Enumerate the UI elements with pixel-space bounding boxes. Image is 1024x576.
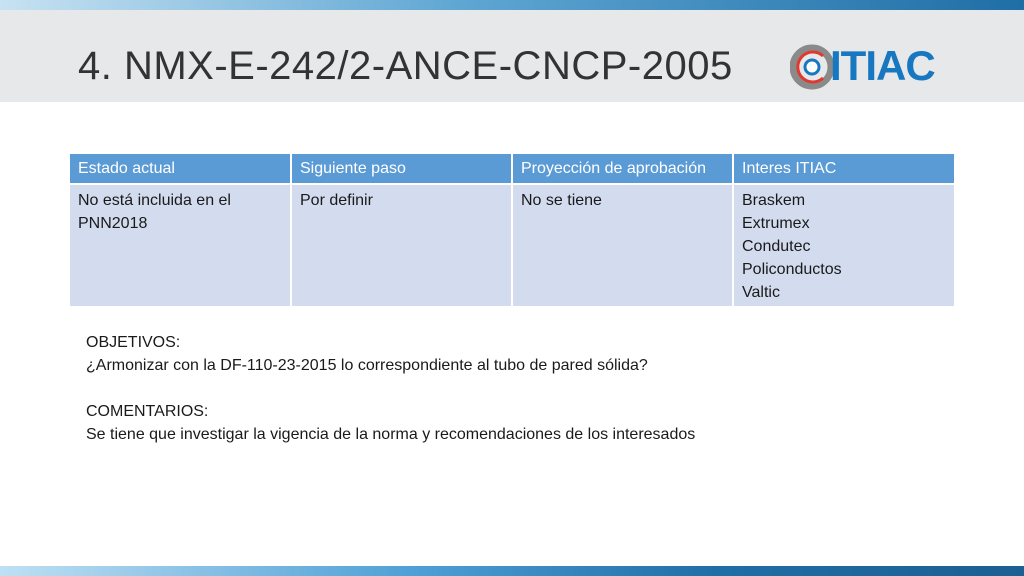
interest-item: Valtic bbox=[742, 284, 780, 301]
status-table bbox=[70, 154, 954, 306]
cell-siguiente-paso: Por definir bbox=[291, 184, 512, 306]
comentarios-label: COMENTARIOS: bbox=[86, 403, 209, 420]
cell-estado-actual: No está incluida en el PNN2018 bbox=[70, 184, 291, 306]
table-row bbox=[70, 184, 954, 306]
notes-section bbox=[86, 331, 946, 446]
interest-item: Condutec bbox=[742, 238, 811, 255]
interest-item: Extrumex bbox=[742, 215, 810, 232]
slide-title: 4. NMX-E-242/2-ANCE-CNCP-2005 bbox=[78, 44, 733, 88]
cell-interes-itiac bbox=[733, 184, 954, 306]
header-proyeccion: Proyección de aprobación bbox=[512, 154, 733, 184]
interest-item: Policonductos bbox=[742, 261, 842, 278]
table-header-row bbox=[70, 154, 954, 184]
logo-ring-icon bbox=[790, 42, 834, 92]
objetivos-text: ¿Armonizar con la DF-110-23-2015 lo correspondiente al tubo de pared sólida? bbox=[86, 357, 648, 374]
top-accent-bar bbox=[0, 0, 1024, 10]
header-estado-actual: Estado actual bbox=[70, 154, 291, 184]
interest-item: Braskem bbox=[742, 192, 806, 209]
logo-text: ITIAC bbox=[830, 42, 935, 89]
header-interes-itiac: Interes ITIAC bbox=[733, 154, 954, 184]
itiac-logo bbox=[790, 42, 962, 92]
slide-header bbox=[0, 10, 1024, 102]
bottom-accent-bar bbox=[0, 566, 1024, 576]
comentarios-text: Se tiene que investigar la vigencia de la norma y recomendaciones de los interesados bbox=[86, 426, 696, 443]
objetivos-label: OBJETIVOS: bbox=[86, 334, 181, 351]
cell-proyeccion: No se tiene bbox=[512, 184, 733, 306]
header-siguiente-paso: Siguiente paso bbox=[291, 154, 512, 184]
